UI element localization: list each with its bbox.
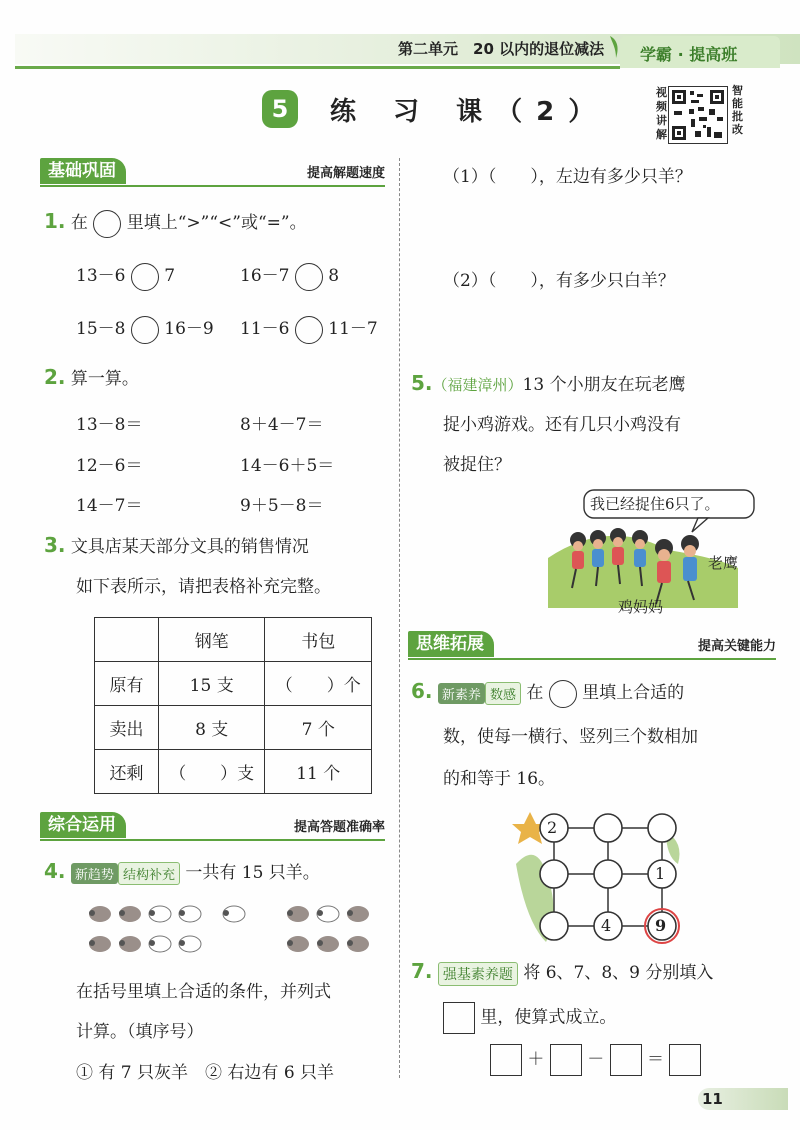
table-header-bag: 书包 xyxy=(265,618,372,662)
compare-circle[interactable] xyxy=(295,316,323,344)
q6-tag-numsense: 数感 xyxy=(485,682,521,705)
q7-prompt-text: 将 6、7、8、9 分别填入 xyxy=(523,963,714,983)
q7-tag: 强基素养题 xyxy=(438,962,518,986)
qr-code[interactable] xyxy=(668,86,728,144)
q7-number: 7. xyxy=(411,959,433,983)
qr-label-grade: 智能批改 xyxy=(732,84,743,136)
section-applied-title: 综合运用 xyxy=(40,812,126,838)
q2-item-6[interactable]: 9＋5－8＝ xyxy=(240,496,324,516)
grid-value-r2c3: 1 xyxy=(655,864,666,883)
qr-label-video: 视频讲解 xyxy=(656,86,667,141)
equals-sign: ＝ xyxy=(647,1049,665,1070)
q2-item-4[interactable]: 14－6＋5＝ xyxy=(240,456,335,476)
sheep-illustration xyxy=(86,900,386,962)
q4-subquestion-1[interactable]: （1）（ ），左边有多少只羊？ xyxy=(443,167,692,187)
section-applied-sub: 提高答题准确率 xyxy=(293,820,385,835)
q4-prompt xyxy=(44,858,320,885)
lesson-number: 5 xyxy=(262,90,298,128)
q1-prompt xyxy=(44,208,307,238)
q1-item-3[interactable] xyxy=(76,314,214,344)
grid-value-r1c1: 2 xyxy=(547,818,558,837)
q1-item-3-right: 16－9 xyxy=(164,319,214,339)
grid-value-r3c3: 9 xyxy=(655,916,667,935)
q7-line-2 xyxy=(443,1002,616,1034)
plus-sign: ＋ xyxy=(527,1049,545,1070)
table-cell: 还剩 xyxy=(95,750,159,794)
grid-circle-r3c1 xyxy=(540,912,568,940)
q3-line-2: 如下表所示，请把表格补充完整。 xyxy=(76,577,331,597)
section-thinking-rule xyxy=(408,658,776,660)
table-row xyxy=(95,662,372,706)
lesson-title: 练 习 课（2） xyxy=(330,97,609,127)
table-cell: 8 支 xyxy=(158,706,265,750)
compare-circle xyxy=(93,210,121,238)
q5-source: （福建漳州） xyxy=(432,376,523,394)
q1-item-1[interactable] xyxy=(76,261,175,291)
section-applied xyxy=(40,812,385,842)
q2-item-1[interactable]: 13－8＝ xyxy=(76,415,143,435)
grid-circle-r1c3 xyxy=(648,814,676,842)
q5-prompt xyxy=(411,370,686,395)
q4-line-2: 计算。（填序号） xyxy=(76,1022,204,1042)
grid-circle-r2c2 xyxy=(594,860,622,888)
q1-item-3-left: 15－8 xyxy=(76,319,126,339)
q2-prompt-text: 算一算。 xyxy=(70,369,139,389)
q4-subquestion-2[interactable]: （2）（ ），有多少只白羊？ xyxy=(443,271,675,291)
table-cell: 原有 xyxy=(95,662,159,706)
section-basic-sub: 提高解题速度 xyxy=(306,166,385,181)
q6-prompt-b: 里填上合适的 xyxy=(582,683,685,703)
q2-item-3[interactable]: 12－6＝ xyxy=(76,456,143,476)
q2-item-5[interactable]: 14－7＝ xyxy=(76,496,143,516)
table-row xyxy=(95,750,372,794)
answer-box-3[interactable] xyxy=(610,1044,642,1076)
answer-box-1[interactable] xyxy=(490,1044,522,1076)
q4-tag-structure: 结构补充 xyxy=(118,862,180,885)
label-eagle: 老鹰 xyxy=(708,554,739,572)
q6-prompt xyxy=(411,678,684,708)
q1-number: 1. xyxy=(44,209,66,233)
q2-prompt xyxy=(44,364,139,389)
q6-tag-literacy: 新素养 xyxy=(438,683,485,704)
q3-line-1: 文具店某天部分文具的销售情况 xyxy=(70,537,309,557)
q5-line-1: 13 个小朋友在玩老鹰 xyxy=(522,375,686,395)
q3-prompt xyxy=(44,532,309,557)
section-basic xyxy=(40,158,385,188)
q1-item-1-left: 13－6 xyxy=(76,266,126,286)
grid-circle-r1c2 xyxy=(594,814,622,842)
compare-circle[interactable] xyxy=(295,263,323,291)
page-number: 11 xyxy=(702,1090,723,1108)
section-basic-rule xyxy=(40,185,385,187)
q1-prompt-b: 里填上“>”“<”或“=”。 xyxy=(126,213,307,233)
q4-line-1: 在括号里填上合适的条件，并列式 xyxy=(76,982,331,1002)
sales-table xyxy=(94,617,372,794)
speech-bubble-text: 我已经捉住6只了。 xyxy=(590,495,720,513)
q6-prompt-a: 在 xyxy=(526,683,544,703)
q7-prompt xyxy=(411,958,713,986)
compare-circle[interactable] xyxy=(131,316,159,344)
q6-number: 6. xyxy=(411,679,433,703)
answer-box-2[interactable] xyxy=(550,1044,582,1076)
table-cell xyxy=(95,618,159,662)
q1-item-2-left: 16－7 xyxy=(240,266,290,286)
grid-value-r3c2: 4 xyxy=(601,916,612,935)
table-header-pen: 钢笔 xyxy=(158,618,265,662)
q5-line-2: 捉小鸡游戏。还有几只小鸡没有 xyxy=(443,415,681,435)
q2-item-2[interactable]: 8＋4－7＝ xyxy=(240,415,324,435)
section-thinking-title: 思维拓展 xyxy=(408,631,494,657)
brand-name: 学霸 · 提高班 xyxy=(640,45,738,64)
table-header-row xyxy=(95,618,372,662)
q7-equation xyxy=(490,1044,701,1076)
q4-tag-trend: 新趋势 xyxy=(71,863,118,884)
q6-line-2: 数，使每一横行、竖列三个数相加 xyxy=(443,727,698,747)
q4-options: ① 有 7 只灰羊 ② 右边有 6 只羊 xyxy=(76,1063,335,1083)
q1-item-1-right: 7 xyxy=(164,266,176,286)
fill-circle xyxy=(549,680,577,708)
q1-item-4-left: 11－6 xyxy=(240,319,290,339)
table-cell-blank[interactable]: （ ）个 xyxy=(265,662,372,706)
q1-item-2[interactable] xyxy=(240,261,339,291)
q7-line-2-text: 里，使算式成立。 xyxy=(480,1007,617,1028)
label-hen: 鸡妈妈 xyxy=(618,598,664,616)
compare-circle[interactable] xyxy=(131,263,159,291)
column-divider xyxy=(399,158,400,1078)
section-thinking-sub: 提高关键能力 xyxy=(697,639,776,654)
table-cell-blank[interactable]: （ ）支 xyxy=(158,750,265,794)
q4-prompt-text: 一共有 15 只羊。 xyxy=(185,863,320,883)
minus-sign: － xyxy=(587,1049,605,1070)
table-cell: 11 个 xyxy=(265,750,372,794)
table-row xyxy=(95,706,372,750)
section-thinking xyxy=(408,631,776,661)
q1-item-2-right: 8 xyxy=(328,266,340,286)
q5-line-3: 被捉住？ xyxy=(443,455,511,475)
unit-title: 第二单元 20 以内的退位减法 xyxy=(398,40,605,58)
q3-number: 3. xyxy=(44,533,66,557)
q2-number: 2. xyxy=(44,365,66,389)
table-cell: 7 个 xyxy=(265,706,372,750)
header-rule xyxy=(15,66,620,69)
q1-item-4-right: 11－7 xyxy=(328,319,378,339)
q6-line-3: 的和等于 16。 xyxy=(443,769,556,789)
q1-prompt-a: 在 xyxy=(70,213,88,233)
q5-number: 5. xyxy=(411,371,433,395)
leaf-icon xyxy=(608,34,624,60)
q1-item-4[interactable] xyxy=(240,314,378,344)
sheep-right-group xyxy=(287,906,369,952)
answer-box-4[interactable] xyxy=(669,1044,701,1076)
table-cell: 卖出 xyxy=(95,706,159,750)
q4-number: 4. xyxy=(44,859,66,883)
table-cell: 15 支 xyxy=(158,662,265,706)
sheep-left-group xyxy=(89,906,245,952)
example-box xyxy=(443,1002,475,1034)
section-applied-rule xyxy=(40,839,385,841)
section-basic-title: 基础巩固 xyxy=(40,158,126,184)
grid-circle-r2c1 xyxy=(540,860,568,888)
